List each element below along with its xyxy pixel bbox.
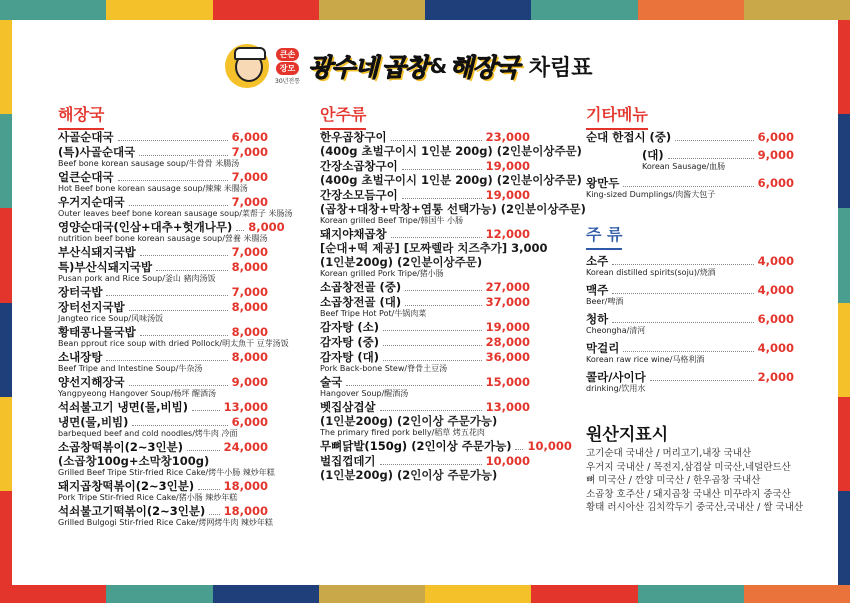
menu-item — [58, 504, 273, 528]
menu-item — [586, 341, 794, 365]
dot-leader — [139, 155, 227, 156]
menu-item — [320, 280, 530, 294]
dot-leader — [140, 255, 228, 256]
menu-item-name: 소주 — [586, 254, 609, 268]
menu-item-name: 순대 한접시 (중) — [586, 130, 672, 144]
dot-leader — [623, 186, 753, 187]
menu-item-translation: Korean Sausage/血肠 — [642, 162, 726, 171]
menu-item-name: 소내장탕 — [58, 350, 103, 364]
dot-leader — [198, 489, 219, 490]
menu-item — [320, 335, 530, 349]
menu-item-row — [58, 479, 268, 493]
menu-item-translation: Korean raw rice wine/马格利酒 — [586, 355, 705, 364]
menu-item-detail: (400g 초벌구이시 1인분 200g) (2인분이상주문) — [320, 173, 582, 187]
menu-item-translation: Hangover Soup/醒酒汤 — [320, 389, 409, 398]
dot-leader — [612, 293, 753, 294]
menu-item-price: 19,000 — [485, 159, 530, 173]
menu-item — [58, 440, 275, 478]
menu-item — [58, 195, 293, 219]
menu-item-translation: Pork Tripe Stir-fried Rice Cake/猪小肠 辣炒年糕 — [58, 493, 238, 502]
menu-item-price: 6,000 — [757, 130, 794, 144]
menu-item-price: 13,000 — [223, 400, 268, 414]
menu-item-translation: Jangteo rice Soup/风味汤饭 — [58, 314, 164, 323]
menu-item-name: 콜라/사이다 — [586, 370, 646, 384]
menu-item-name: 장터선지국밥 — [58, 300, 125, 314]
menu-item-price: 6,000 — [757, 312, 794, 326]
menu-item-row — [58, 375, 268, 389]
menu-item-row — [58, 285, 268, 299]
badge-line1: 큰손 — [276, 48, 299, 61]
menu-item-name: 청하 — [586, 312, 609, 326]
menu-item-name: 돼지곱창떡볶이(2~3인분) — [58, 479, 195, 493]
dot-leader — [156, 270, 227, 271]
menu-item-name: 석쇠불고기 냉면(물,비빔) — [58, 400, 188, 414]
menu-item-price: 4,000 — [757, 283, 794, 297]
menu-item-translation: Beef bone korean sausage soup/牛骨骨 米腸汤 — [58, 159, 240, 168]
menu-item-row — [320, 188, 530, 202]
menu-item — [320, 295, 530, 319]
top-border-strip — [0, 0, 850, 20]
menu-item-name: 사골순대국 — [58, 130, 114, 144]
menu-item-translation: Hot Beef bone korean sausage soup/辣辣 米腸汤 — [58, 184, 248, 193]
dot-leader — [612, 322, 753, 323]
menu-item — [320, 130, 582, 158]
menu-item-name: 석쇠불고기떡볶이(2~3인분) — [58, 504, 206, 518]
menu-item-detail: (1인분200g) (2인이상 주문가능) — [320, 468, 498, 482]
menu-item-translation: nutrition beef bone korean sausage soup/營養 米腸汤 — [58, 234, 268, 243]
menu-item-translation: Beer/啤酒 — [586, 297, 624, 306]
menu-item — [320, 454, 530, 482]
dot-leader — [383, 330, 482, 331]
dot-leader — [391, 237, 482, 238]
menu-item-row — [320, 439, 572, 453]
dot-leader — [402, 198, 482, 199]
menu-item — [320, 320, 530, 334]
menu-item-translation: Korean distilled spirits(soju)/烧酒 — [586, 268, 716, 277]
menu-item-detail: [순대+떡 제공] [모짜렐라 치즈추가] 3,000 — [320, 241, 548, 255]
menu-item-name: 왕만두 — [586, 176, 620, 190]
menu-item-price: 8,000 — [231, 260, 268, 274]
etc-menu-list — [586, 130, 794, 204]
menu-item-detail: (1인분200g) (2인이상 주문가능) — [320, 414, 498, 428]
menu-item-price: 15,000 — [485, 375, 530, 389]
origin-line: 뼈 미국산 / 깐양 미국산 / 한우곱창 국내산 — [586, 475, 761, 486]
menu-item-price: 7,000 — [231, 285, 268, 299]
dot-leader — [402, 169, 482, 170]
menu-item — [58, 285, 268, 299]
menu-item-name: 술국 — [320, 375, 343, 389]
menu-item-price: 9,000 — [757, 148, 794, 162]
dot-leader — [106, 295, 227, 296]
menu-item-row — [320, 350, 530, 364]
bottom-border-strip — [0, 585, 850, 603]
menu-item-translation: Yangpyeong Hangover Soup/杨坪 醒酒汤 — [58, 389, 216, 398]
menu-item-name: 영양순대국(인삼+대추+헛개나무) — [58, 220, 233, 234]
origin-list — [586, 447, 808, 515]
menu-item-name: 무뼈닭발(150g) (2인이상 주문가능) — [320, 439, 512, 453]
origin-title: 원산지표시 — [586, 425, 669, 445]
menu-item-row — [320, 227, 530, 241]
menu-item-row — [58, 440, 268, 454]
menu-item — [586, 176, 794, 200]
menu-item-row — [586, 283, 794, 297]
menu-item — [58, 479, 268, 503]
menu-item-name: 감자탕 (대) — [320, 350, 379, 364]
menu-item-name: 한우곱창구이 — [320, 130, 387, 144]
menu-item-price: 18,000 — [223, 504, 268, 518]
dot-leader — [236, 230, 244, 231]
menu-item-row — [58, 195, 268, 209]
menu-item-price: 19,000 — [485, 188, 530, 202]
menu-item-detail: (1인분200g) (2인분이상주문) — [320, 255, 483, 269]
menu-item-row — [58, 145, 268, 159]
menu-item-name: 냉면(물,비빔) — [58, 415, 129, 429]
dot-leader — [140, 335, 228, 336]
menu-item — [320, 375, 530, 399]
menu-item-price: 4,000 — [757, 341, 794, 355]
menu-item-price: 18,000 — [223, 479, 268, 493]
brand-badge — [275, 48, 300, 85]
menu-item — [58, 325, 289, 349]
dot-leader — [391, 140, 482, 141]
origin-line: 소곱창 호주산 / 돼지곱창 국내산 미꾸라지 중국산 — [586, 488, 791, 500]
menu-item-price: 7,000 — [231, 245, 268, 259]
menu-item-price: 8,000 — [231, 350, 268, 364]
origin-line: 우거지 국내산 / 목전지,삼겹살 미국산,네덜란드산 — [586, 461, 791, 473]
dot-leader — [405, 305, 481, 306]
menu-item — [58, 130, 268, 144]
menu-item-row — [58, 260, 268, 274]
menu-item-price: 10,000 — [527, 439, 572, 453]
menu-item-row — [320, 320, 530, 334]
menu-item-row — [320, 295, 530, 309]
menu-item-row — [586, 370, 794, 384]
menu-item-name: 소곱창전골 (중) — [320, 280, 402, 294]
menu-item — [320, 400, 530, 438]
menu-header — [225, 42, 645, 90]
menu-item — [320, 159, 582, 187]
menu-item-row — [320, 335, 530, 349]
menu-item-price: 24,000 — [223, 440, 268, 454]
menu-item-translation: Grilled Beef Tripe Stir-fried Rice Cake/烤牛小肠 辣炒年糕 — [58, 468, 275, 477]
section-title-haejang: 해장국 — [58, 102, 104, 130]
dot-leader — [118, 140, 228, 141]
menu-item-name: 소곱창전골 (대) — [320, 295, 402, 309]
menu-item-translation: Cheongha/清河 — [586, 326, 646, 335]
menu-item-row — [586, 312, 794, 326]
menu-item-name: 막걸리 — [586, 341, 620, 355]
origin-line: 황태 러시아산 김치깍두기 중국산,국내산 / 쌀 국내산 — [586, 502, 804, 513]
menu-item-translation: Bean pprout rice soup with dried Pollock/明太魚干 豆芽汤饭 — [58, 339, 289, 348]
menu-item-price: 8,000 — [248, 220, 285, 234]
menu-item-translation: drinking/饮用水 — [586, 384, 646, 393]
dot-leader — [383, 360, 482, 361]
section-title-etc: 기타메뉴 — [586, 102, 648, 130]
menu-item-price: 6,000 — [757, 176, 794, 190]
menu-item-price: 7,000 — [231, 145, 268, 159]
menu-item-row — [320, 159, 530, 173]
dot-leader — [129, 310, 228, 311]
menu-item-row — [642, 148, 794, 162]
menu-item-row — [320, 280, 530, 294]
brand-gopchang: 곱창 — [381, 53, 428, 82]
menu-item-price: 9,000 — [231, 375, 268, 389]
badge-line2: 장모 — [276, 62, 299, 75]
right-border-strip — [838, 20, 850, 585]
menu-item — [58, 220, 285, 244]
menu-item-price: 6,000 — [231, 415, 268, 429]
dot-leader — [515, 449, 523, 450]
menu-item-translation: Pork Back-bone Stew/脊骨土豆汤 — [320, 364, 448, 373]
menu-item-translation: Beef Tripe Hot Pot/牛锅肉菜 — [320, 309, 427, 318]
menu-item-name: 벳집삼겹살 — [320, 400, 376, 414]
section-title-anju: 안주류 — [320, 102, 366, 130]
menu-item-name: (특)사골순대국 — [58, 145, 136, 159]
menu-item-detail: (400g 초벌구이시 1인분 200g) (2인분이상주문) — [320, 144, 582, 158]
menu-item-name: 맥주 — [586, 283, 609, 297]
dot-leader — [192, 410, 220, 411]
menu-item — [320, 439, 572, 453]
menu-item-price: 12,000 — [485, 227, 530, 241]
menu-item — [586, 370, 794, 394]
dot-leader — [129, 385, 228, 386]
dot-leader — [380, 410, 482, 411]
brand-name: 광수네 — [308, 53, 378, 82]
menu-item — [58, 245, 268, 259]
menu-item-row — [58, 300, 268, 314]
dot-leader — [623, 351, 753, 352]
dot-leader — [106, 360, 227, 361]
menu-item-price: 8,000 — [231, 325, 268, 339]
menu-item-row — [58, 325, 268, 339]
menu-item-row — [320, 454, 530, 468]
menu-item-row — [320, 130, 530, 144]
dot-leader — [405, 290, 481, 291]
haejang-menu-list — [58, 130, 293, 529]
chef-mascot-icon — [225, 44, 269, 88]
menu-item — [58, 415, 268, 439]
dot-leader — [383, 345, 482, 346]
menu-item-translation: barbequed beef and cold noodles/烤牛肉 冷面 — [58, 429, 238, 438]
dot-leader — [209, 514, 219, 515]
menu-item-detail: (소곱창100g+소막창100g) — [58, 454, 210, 468]
menu-item-row — [58, 245, 268, 259]
menu-item-translation: Beef Tripe and Intestine Soup/牛杂汤 — [58, 364, 203, 373]
menu-item-price: 8,000 — [231, 300, 268, 314]
menu-item-name: 장터국밥 — [58, 285, 103, 299]
menu-item-row — [58, 400, 268, 414]
menu-item-row — [320, 400, 530, 414]
menu-item-detail: (곱창+대창+막창+염통 선택가능) (2인분이상주문) — [320, 202, 586, 216]
menu-item-name: 특)부산식돼지국밥 — [58, 260, 153, 274]
dot-leader — [650, 380, 754, 381]
menu-item-name: 간장소곱창구이 — [320, 159, 398, 173]
menu-item-price: 27,000 — [485, 280, 530, 294]
menu-item-price: 13,000 — [485, 400, 530, 414]
menu-item — [320, 350, 530, 374]
dot-leader — [118, 180, 228, 181]
menu-item-translation: Outer leaves beef bone korean sausage soup/菜帮子 米肠汤 — [58, 209, 293, 218]
menu-item-row — [58, 415, 268, 429]
menu-item — [58, 400, 268, 414]
menu-item-row — [320, 375, 530, 389]
menu-item-row — [58, 220, 285, 234]
dot-leader — [380, 464, 482, 465]
dot-leader — [668, 158, 754, 159]
menu-item-name: 황태콩나물국밥 — [58, 325, 136, 339]
menu-item-row — [58, 504, 268, 518]
menu-item-name: 얼큰순대국 — [58, 170, 114, 184]
menu-item-price: 10,000 — [485, 454, 530, 468]
menu-item-price: 19,000 — [485, 320, 530, 334]
menu-item-name: 돼지야채곱창 — [320, 227, 387, 241]
menu-item-price: 7,000 — [231, 170, 268, 184]
menu-item — [58, 375, 268, 399]
menu-item — [58, 260, 268, 284]
menu-item-row — [586, 254, 794, 268]
dot-leader — [129, 205, 228, 206]
dot-leader — [675, 140, 753, 141]
menu-item-price: 37,000 — [485, 295, 530, 309]
menu-item — [320, 227, 548, 279]
menu-item — [586, 283, 794, 307]
menu-item — [58, 350, 268, 374]
menu-item-name: 간장소모듬구이 — [320, 188, 398, 202]
menu-item-price: 28,000 — [485, 335, 530, 349]
drinks-menu-list — [586, 254, 794, 399]
menu-item-name: 부산식돼지국밥 — [58, 245, 136, 259]
menu-item-price: 36,000 — [485, 350, 530, 364]
menu-item-row — [58, 350, 268, 364]
anju-menu-list — [320, 130, 586, 483]
menu-item-name: 감자탕 (소) — [320, 320, 379, 334]
brand-haejangguk: 해장국 — [449, 53, 519, 82]
menu-item-translation: The primary fired pork belly/稻草 烤五花肉 — [320, 428, 485, 437]
menu-item-translation: Pusan pork and Rice Soup/釜山 豬肉汤饭 — [58, 274, 216, 283]
menu-item-row — [586, 341, 794, 355]
menu-title: 차림표 — [528, 55, 593, 81]
menu-item-row — [586, 130, 794, 144]
brand-ampersand: & — [429, 54, 448, 78]
menu-item-row — [58, 170, 268, 184]
menu-item-price: 23,000 — [485, 130, 530, 144]
menu-item-name: 소곱창떡볶이(2~3인분) — [58, 440, 184, 454]
menu-item-row — [58, 130, 268, 144]
menu-item-name: (대) — [642, 148, 664, 162]
badge-line3: 30년전통 — [275, 77, 301, 85]
menu-item-price: 6,000 — [231, 130, 268, 144]
menu-item-price: 2,000 — [757, 370, 794, 384]
menu-item — [58, 170, 268, 194]
dot-leader — [612, 264, 753, 265]
menu-item-name: 양선지해장국 — [58, 375, 125, 389]
menu-item — [58, 145, 268, 169]
menu-item — [586, 312, 794, 336]
menu-item-price: 4,000 — [757, 254, 794, 268]
menu-item-price: 7,000 — [231, 195, 268, 209]
menu-item — [58, 300, 268, 324]
dot-leader — [346, 385, 481, 386]
dot-leader — [187, 450, 220, 451]
menu-item-name: 벌집껍데기 — [320, 454, 376, 468]
menu-item — [586, 148, 794, 172]
menu-item-name: 우거지순대국 — [58, 195, 125, 209]
dot-leader — [132, 425, 227, 426]
menu-item — [320, 188, 586, 226]
section-title-drinks: 주 류 — [586, 222, 622, 250]
left-border-strip — [0, 20, 12, 585]
menu-item — [586, 254, 794, 278]
menu-item — [586, 130, 794, 144]
menu-item-name: 감자탕 (중) — [320, 335, 379, 349]
menu-item-translation: Korean grilled Pork Tripe/猪小肠 — [320, 269, 444, 278]
menu-item-translation: Korean grilled Beef Tripe/韩国牛 小肠 — [320, 216, 464, 225]
menu-item-translation: King-sized Dumplings/肉酱大包子 — [586, 190, 716, 199]
origin-line: 고기순대 국내산 / 머리고기,내장 국내산 — [586, 448, 752, 459]
menu-item-row — [586, 176, 794, 190]
menu-item-translation: Grilled Bulgogi Stir-fried Rice Cake/烤网烤牛肉 辣炒年糕 — [58, 518, 273, 527]
